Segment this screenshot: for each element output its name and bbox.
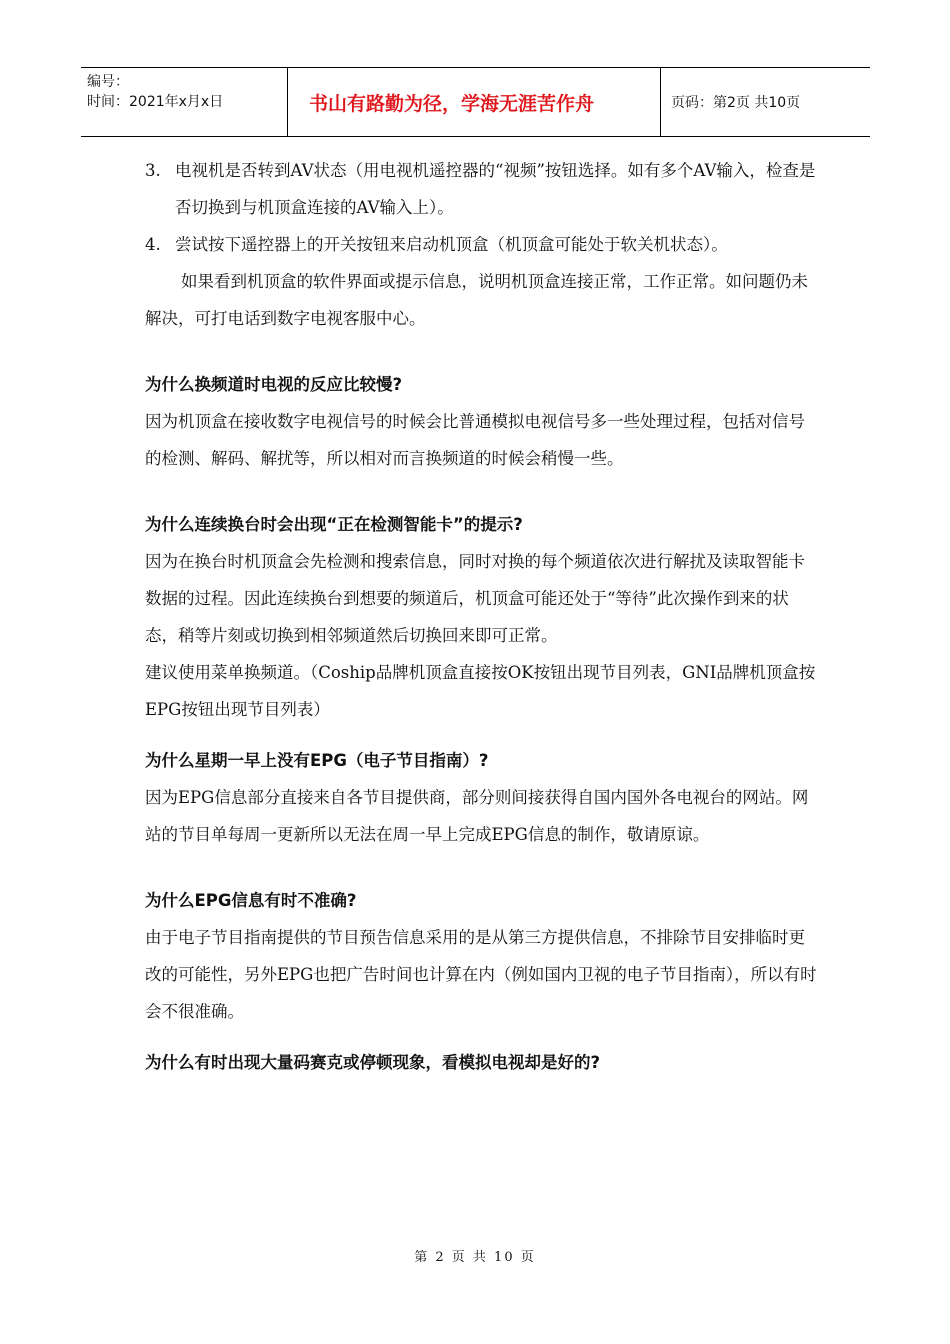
list-item — [145, 226, 820, 263]
list-number: 4. — [145, 235, 161, 254]
faq-answer: 因为机顶盒在接收数字电视信号的时候会比普通模拟电视信号多一些处理过程，包括对信号的检测、解码、解扰等，所以相对而言换频道的时候会稍慢一些。 — [145, 412, 805, 468]
footer-page-number: 第 2 页 共 10 页 — [414, 1250, 536, 1265]
faq-answer: 因为EPG信息部分直接来自各节目提供商，部分则间接获得自国内国外各电视台的网站。网站的节目单每周一更新所以无法在周一早上完成EPG信息的制作，敬请原谅。 — [145, 788, 809, 844]
document-body — [145, 152, 820, 1081]
header-meta-cell — [81, 68, 288, 136]
header-page-cell — [661, 68, 870, 136]
motto-text: 书山有路勤为径，学海无涯苦作舟 — [309, 92, 595, 115]
list-number: 3. — [145, 161, 161, 180]
doc-number-label: 编号： — [87, 74, 129, 90]
faq-question: 为什么有时出现大量码赛克或停顿现象，看模拟电视却是好的? — [145, 1053, 601, 1072]
faq-answer: 因为在换台时机顶盒会先检测和搜索信息，同时对换的每个频道依次进行解扰及读取智能卡数据的过程。因此连续换台到想要的频道后，机顶盒可能还处于“等待”此次操作到来的状态，稍等片刻或切换到相邻频道然后切换回来即可正常。 — [145, 552, 805, 645]
faq-question: 为什么连续换台时会出现“正在检测智能卡”的提示? — [145, 515, 523, 534]
faq-question: 为什么星期一早上没有EPG（电子节目指南）? — [145, 751, 489, 770]
faq-extra: 建议使用菜单换频道。（Coship品牌机顶盒直接按OK按钮出现节目列表，GNI品牌机顶盒按EPG按钮出现节目列表） — [145, 663, 816, 719]
list-item — [145, 152, 820, 226]
faq-answer: 由于电子节目指南提供的节目预告信息采用的是从第三方提供信息，不排除节目安排临时更改的可能性，另外EPG也把广告时间也计算在内（例如国内卫视的电子节目指南），所以有时会不很准确。 — [145, 928, 817, 1021]
list-text: 电视机是否转到AV状态（用电视机遥控器的“视频”按钮选择。如有多个AV输入，检查是否切换到与机顶盒连接的AV输入上）。 — [175, 161, 816, 217]
intro-paragraph: 如果看到机顶盒的软件界面或提示信息，说明机顶盒连接正常，工作正常。如问题仍未解决，可打电话到数字电视客服中心。 — [145, 272, 808, 328]
page-footer — [0, 1246, 950, 1265]
header-motto-cell — [288, 68, 661, 136]
faq-question: 为什么换频道时电视的反应比较慢? — [145, 375, 403, 394]
list-text: 尝试按下遥控器上的开关按钮来启动机顶盒（机顶盒可能处于软关机状态）。 — [175, 235, 728, 254]
date-text: 时间：2021年x月x日 — [87, 94, 224, 110]
page-header — [81, 67, 870, 137]
faq-question: 为什么EPG信息有时不准确? — [145, 891, 357, 910]
page-info: 页码：第2页 共10页 — [671, 95, 801, 111]
